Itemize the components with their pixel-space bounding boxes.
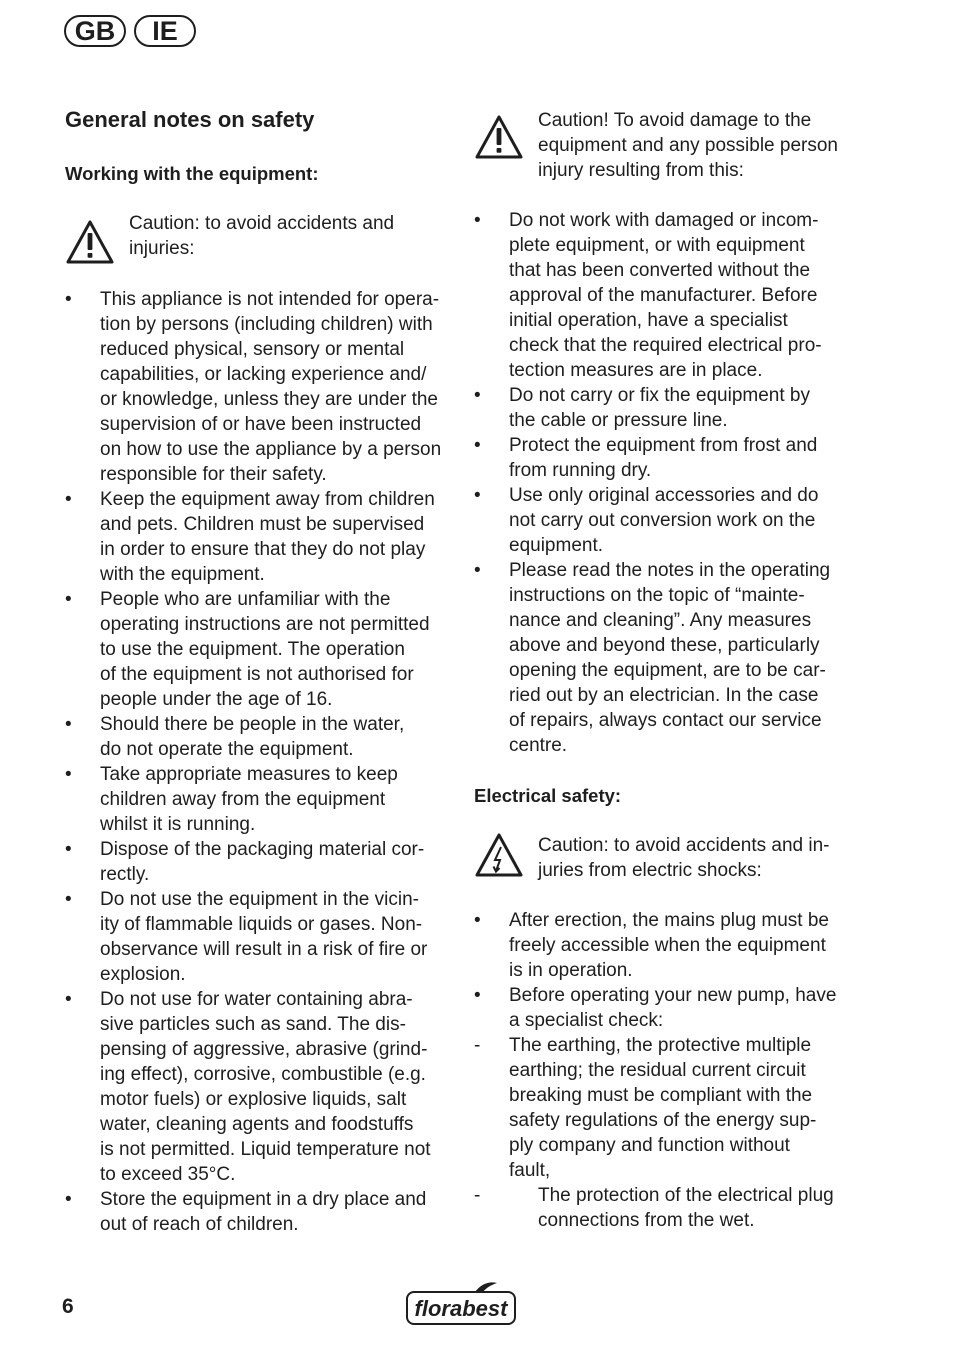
bullet-marker: • (65, 889, 72, 910)
list-item-line: centre. (509, 735, 568, 756)
caution-line: injuries: (129, 238, 195, 259)
bullet-marker: • (474, 210, 481, 231)
list-item-line: children away from the equipment (100, 789, 386, 810)
list-item-line: above and beyond these, particularly (509, 635, 820, 656)
list-item-line: Protect the equipment from frost and (509, 435, 818, 456)
list-item-line: Should there be people in the water, (100, 714, 405, 735)
list-item-line: fault, (509, 1160, 551, 1181)
list-item-line: nance and cleaning”. Any measures (509, 610, 812, 631)
list-item-line: initial operation, have a specialist (509, 310, 788, 331)
list-item-line: water, cleaning agents and foodstuffs (100, 1114, 414, 1135)
list-item-line: out of reach of children. (100, 1214, 299, 1235)
list-item-line: whilst it is running. (100, 814, 256, 835)
list-item (65, 487, 455, 587)
list-item-line: responsible for their safety. (100, 464, 327, 485)
caution-line: Caution: to avoid accidents and (129, 213, 395, 234)
list-item-line: Do not carry or fix the equipment by (509, 385, 810, 406)
list-item-line: instructions on the topic of “mainte- (509, 585, 805, 606)
list-item-line: breaking must be compliant with the (509, 1085, 813, 1106)
list-item (65, 887, 455, 987)
list-item (65, 1187, 455, 1237)
list-item-line: or knowledge, unless they are under the (100, 389, 438, 410)
list-item-line: tion by persons (including children) with (100, 314, 433, 335)
list-item-line: check that the required electrical pro- (509, 335, 822, 356)
list-item-line: explosion. (100, 964, 186, 985)
list-item (474, 983, 864, 1033)
list-item (65, 712, 455, 762)
list-item-line: Do not use for water containing abra- (100, 989, 413, 1010)
list-item-line: that has been converted without the (509, 260, 811, 281)
bullet-marker: • (474, 435, 481, 456)
language-badge-gb: GB (64, 15, 126, 47)
list-item-line: Take appropriate measures to keep (100, 764, 398, 785)
caution-block-damage (474, 108, 864, 183)
list-item-line: the cable or pressure line. (509, 410, 728, 431)
list-item-line: Store the equipment in a dry place and (100, 1189, 427, 1210)
list-item-line: of the equipment is not authorised for (100, 664, 414, 685)
list-item-line: to exceed 35°C. (100, 1164, 236, 1185)
safety-list-right (474, 208, 864, 758)
bullet-marker: • (474, 985, 481, 1006)
list-item-line: on how to use the appliance by a person (100, 439, 442, 460)
bullet-marker: • (474, 385, 481, 406)
list-item (474, 483, 864, 558)
list-item-line: ity of flammable liquids or gases. Non- (100, 914, 423, 935)
list-item-line: is not permitted. Liquid temperature not (100, 1139, 431, 1160)
list-item-line: sive particles such as sand. The dis- (100, 1014, 406, 1035)
list-item-line: to use the equipment. The operation (100, 639, 405, 660)
electrical-list (474, 908, 864, 1233)
list-item-line: freely accessible when the equipment (509, 935, 826, 956)
list-item (474, 433, 864, 483)
list-item-line: a specialist check: (509, 1010, 664, 1031)
list-item-line: motor fuels) or explosive liquids, salt (100, 1089, 407, 1110)
list-item-line: Do not use the equipment in the vicin- (100, 889, 419, 910)
bullet-marker: • (65, 489, 72, 510)
caution-text (538, 833, 864, 883)
list-item-line: rectly. (100, 864, 150, 885)
list-item-line: The earthing, the protective multiple (509, 1035, 812, 1056)
caution-text (129, 211, 455, 261)
bullet-marker: • (474, 910, 481, 931)
bullet-marker: • (65, 989, 72, 1010)
caution-block-electric (474, 833, 864, 883)
bullet-marker: • (65, 589, 72, 610)
list-item-line: ried out by an electrician. In the case (509, 685, 819, 706)
list-item-line: and pets. Children must be supervised (100, 514, 425, 535)
list-item-line: ply company and function without (509, 1135, 790, 1156)
caution-line: juries from electric shocks: (538, 860, 762, 881)
bullet-marker: • (474, 485, 481, 506)
list-item-line: not carry out conversion work on the (509, 510, 816, 531)
page-number: 6 (62, 1295, 74, 1318)
caution-line: Caution! To avoid damage to the (538, 110, 812, 131)
list-item-line: supervision of or have been instructed (100, 414, 422, 435)
list-item-line: After erection, the mains plug must be (509, 910, 829, 931)
subsection-title-electrical: Electrical safety: (474, 785, 622, 806)
dash-marker: - (474, 1185, 481, 1206)
list-item-line: observance will result in a risk of fire or (100, 939, 428, 960)
bullet-marker: • (65, 839, 72, 860)
list-item (474, 1033, 864, 1183)
list-item-line: plete equipment, or with equipment (509, 235, 805, 256)
electric-hazard-icon (474, 832, 524, 878)
list-item (65, 287, 455, 487)
list-item-line: pensing of aggressive, abrasive (grind- (100, 1039, 428, 1060)
list-item-line: Use only original accessories and do (509, 485, 819, 506)
list-item-line: The protection of the electrical plug (538, 1185, 834, 1206)
list-item-line: Dispose of the packaging material cor- (100, 839, 425, 860)
list-item-line: Before operating your new pump, have (509, 985, 837, 1006)
list-item-line: from running dry. (509, 460, 652, 481)
bullet-marker: • (474, 560, 481, 581)
list-item (474, 208, 864, 383)
list-item-line: people under the age of 16. (100, 689, 333, 710)
list-item-line: ing effect), corrosive, combustible (e.g. (100, 1064, 426, 1085)
list-item (474, 558, 864, 758)
list-item-line: earthing; the residual current circuit (509, 1060, 806, 1081)
list-item (65, 987, 455, 1187)
list-item-line: in order to ensure that they do not play (100, 539, 426, 560)
list-item-line: of repairs, always contact our service (509, 710, 822, 731)
list-item-line: operating instructions are not permitted (100, 614, 430, 635)
right-column (474, 106, 864, 1233)
list-item-line: equipment. (509, 535, 604, 556)
list-item-line: tection measures are in place. (509, 360, 763, 381)
caution-block-accidents (65, 211, 455, 261)
list-item (474, 383, 864, 433)
caution-line: injury resulting from this: (538, 160, 744, 181)
list-item-line: approval of the manufacturer. Before (509, 285, 818, 306)
bullet-marker: • (65, 1189, 72, 1210)
list-item-line: reduced physical, sensory or mental (100, 339, 405, 360)
warning-triangle-icon (65, 219, 115, 265)
list-item-line: Keep the equipment away from children (100, 489, 435, 510)
list-item (65, 762, 455, 837)
florabest-logo (405, 1281, 517, 1327)
language-badge-ie: IE (134, 15, 196, 47)
list-item (65, 837, 455, 887)
language-badges (64, 15, 196, 47)
caution-line: Caution: to avoid accidents and in- (538, 835, 830, 856)
warning-triangle-icon (474, 114, 524, 160)
list-item-line: This appliance is not intended for opera- (100, 289, 440, 310)
dash-marker: - (474, 1035, 481, 1056)
list-item-line: do not operate the equipment. (100, 739, 354, 760)
caution-text (538, 108, 864, 183)
list-item-line: capabilities, or lacking experience and/ (100, 364, 427, 385)
list-item (65, 587, 455, 712)
list-item (474, 908, 864, 983)
bullet-marker: • (65, 289, 72, 310)
list-item-line: Please read the notes in the operating (509, 560, 831, 581)
list-item-line: connections from the wet. (538, 1210, 755, 1231)
list-item-line: People who are unfamiliar with the (100, 589, 391, 610)
section-title: General notes on safety (65, 107, 315, 132)
logo-text: florabest (414, 1296, 508, 1321)
list-item-line: safety regulations of the energy sup- (509, 1110, 817, 1131)
caution-line: equipment and any possible person (538, 135, 838, 156)
list-item (474, 1183, 864, 1233)
safety-list-left (65, 287, 455, 1237)
list-item-line: opening the equipment, are to be car- (509, 660, 826, 681)
bullet-marker: • (65, 714, 72, 735)
list-item-line: with the equipment. (100, 564, 265, 585)
list-item-line: Do not work with damaged or incom- (509, 210, 819, 231)
list-item-line: is in operation. (509, 960, 633, 981)
left-column (65, 106, 455, 1237)
subsection-title-working: Working with the equipment: (65, 163, 319, 184)
bullet-marker: • (65, 764, 72, 785)
